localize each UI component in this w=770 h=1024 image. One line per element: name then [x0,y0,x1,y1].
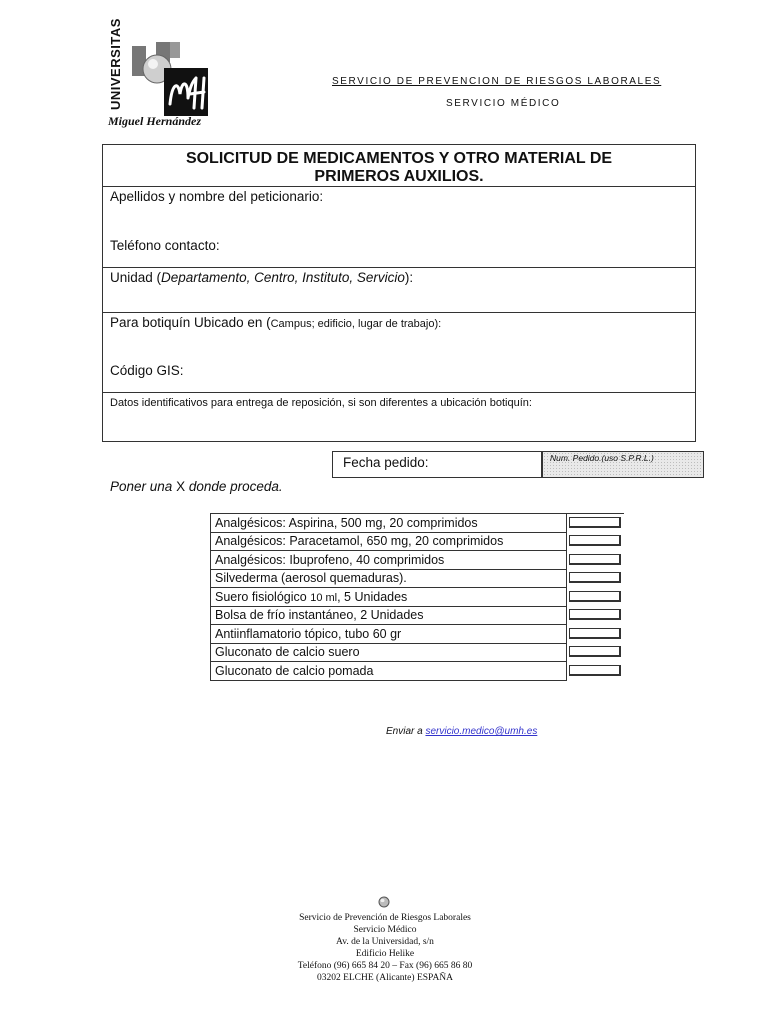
applicant-name-field[interactable]: Apellidos y nombre del peticionario: [110,189,324,204]
divider [102,312,696,313]
footer-line: Teléfono (96) 665 84 20 – Fax (96) 665 86 80 [297,961,473,971]
item-label: Analgésicos: Paracetamol, 650 mg, 20 comprimidos [211,532,567,551]
item-checkbox[interactable] [569,665,621,676]
logo-vertical-text: UNIVERSITAS [108,18,123,110]
instruction-mark: X [176,479,186,494]
item-label: Silvederma (aerosol quemaduras). [211,569,567,588]
logo-university-name: Miguel Hernández [108,114,202,128]
unit-label-prefix: Unidad ( [110,270,162,285]
instruction-prefix: Poner una [110,479,177,494]
form-title-line1: SOLICITUD DE MEDICAMENTOS Y OTRO MATERIAL DE [185,150,613,167]
form-title [102,150,696,186]
item-checkbox[interactable] [569,591,621,602]
divider [102,186,696,187]
item-label: Bolsa de frío instantáneo, 2 Unidades [211,606,567,625]
table-row [211,625,625,644]
table-row [211,569,625,588]
table-row [211,514,625,533]
kit-label-detail: Campus; edificio, lugar de trabajo): [270,318,442,330]
item-label-part: Suero fisiológico [215,589,311,604]
footer-line: Servicio Médico [353,925,417,935]
table-row [211,643,625,662]
unit-field[interactable] [110,270,413,285]
kit-label-prefix: Para botiquín Ubicado en ( [110,315,271,330]
unit-label-suffix: ): [404,270,414,285]
item-checkbox[interactable] [569,517,621,528]
footer-line: Servicio de Prevención de Riesgos Laborales [299,913,471,923]
footer-address [230,912,540,984]
item-label: Antiinflamatorio tópico, tubo 60 gr [211,625,567,644]
header-medical-service: SERVICIO MÉDICO [446,98,561,109]
item-checkbox[interactable] [569,572,621,583]
items-table [210,513,624,681]
order-date-field[interactable]: Fecha pedido: [332,451,542,478]
footer-emblem-icon [376,896,392,908]
item-label: Gluconato de calcio pomada [211,662,567,681]
item-checkbox[interactable] [569,628,621,639]
item-label [211,588,567,607]
kit-location-field[interactable] [110,315,441,330]
university-logo [108,18,218,132]
gis-code-field[interactable]: Código GIS: [110,363,184,378]
university-emblem-icon [130,42,212,118]
item-label: Analgésicos: Aspirina, 500 mg, 20 comprimidos [211,514,567,533]
delivery-data-field[interactable]: Datos identificativos para entrega de reposición, si son diferentes a ubicación botiquín: [110,397,532,409]
item-checkbox[interactable] [569,609,621,620]
instruction-suffix: donde proceda. [185,479,283,494]
item-checkbox[interactable] [569,646,621,657]
table-row [211,662,625,681]
instruction-text [110,479,283,494]
header-service-title: SERVICIO DE PREVENCION DE RIESGOS LABORALES [332,76,662,87]
table-row [211,532,625,551]
item-checkbox[interactable] [569,535,621,546]
divider [102,392,696,393]
send-to-line [386,726,537,737]
table-row [211,551,625,570]
item-checkbox[interactable] [569,554,621,565]
unit-label-italic: Departamento, Centro, Instituto, Servicio [161,270,405,285]
divider [102,267,696,268]
footer-line: Av. de la Universidad, s/n [336,937,434,947]
item-label: Gluconato de calcio suero [211,643,567,662]
footer-line: Edificio Helike [355,949,415,959]
table-row [211,606,625,625]
item-label: Analgésicos: Ibuprofeno, 40 comprimidos [211,551,567,570]
item-label-part: 10 ml [310,591,338,604]
email-link[interactable]: servicio.medico@umh.es [425,726,538,737]
form-title-line2: PRIMEROS AUXILIOS. [314,168,484,185]
item-label-part: , 5 Unidades [337,589,408,604]
contact-phone-field[interactable]: Teléfono contacto: [110,238,220,253]
table-row [211,588,625,607]
order-number-field: Num. Pedido.(uso S.P.R.L.) [542,451,704,478]
footer-line: 03202 ELCHE (Alicante) ESPAÑA [316,973,454,983]
send-prefix: Enviar a [386,726,426,737]
